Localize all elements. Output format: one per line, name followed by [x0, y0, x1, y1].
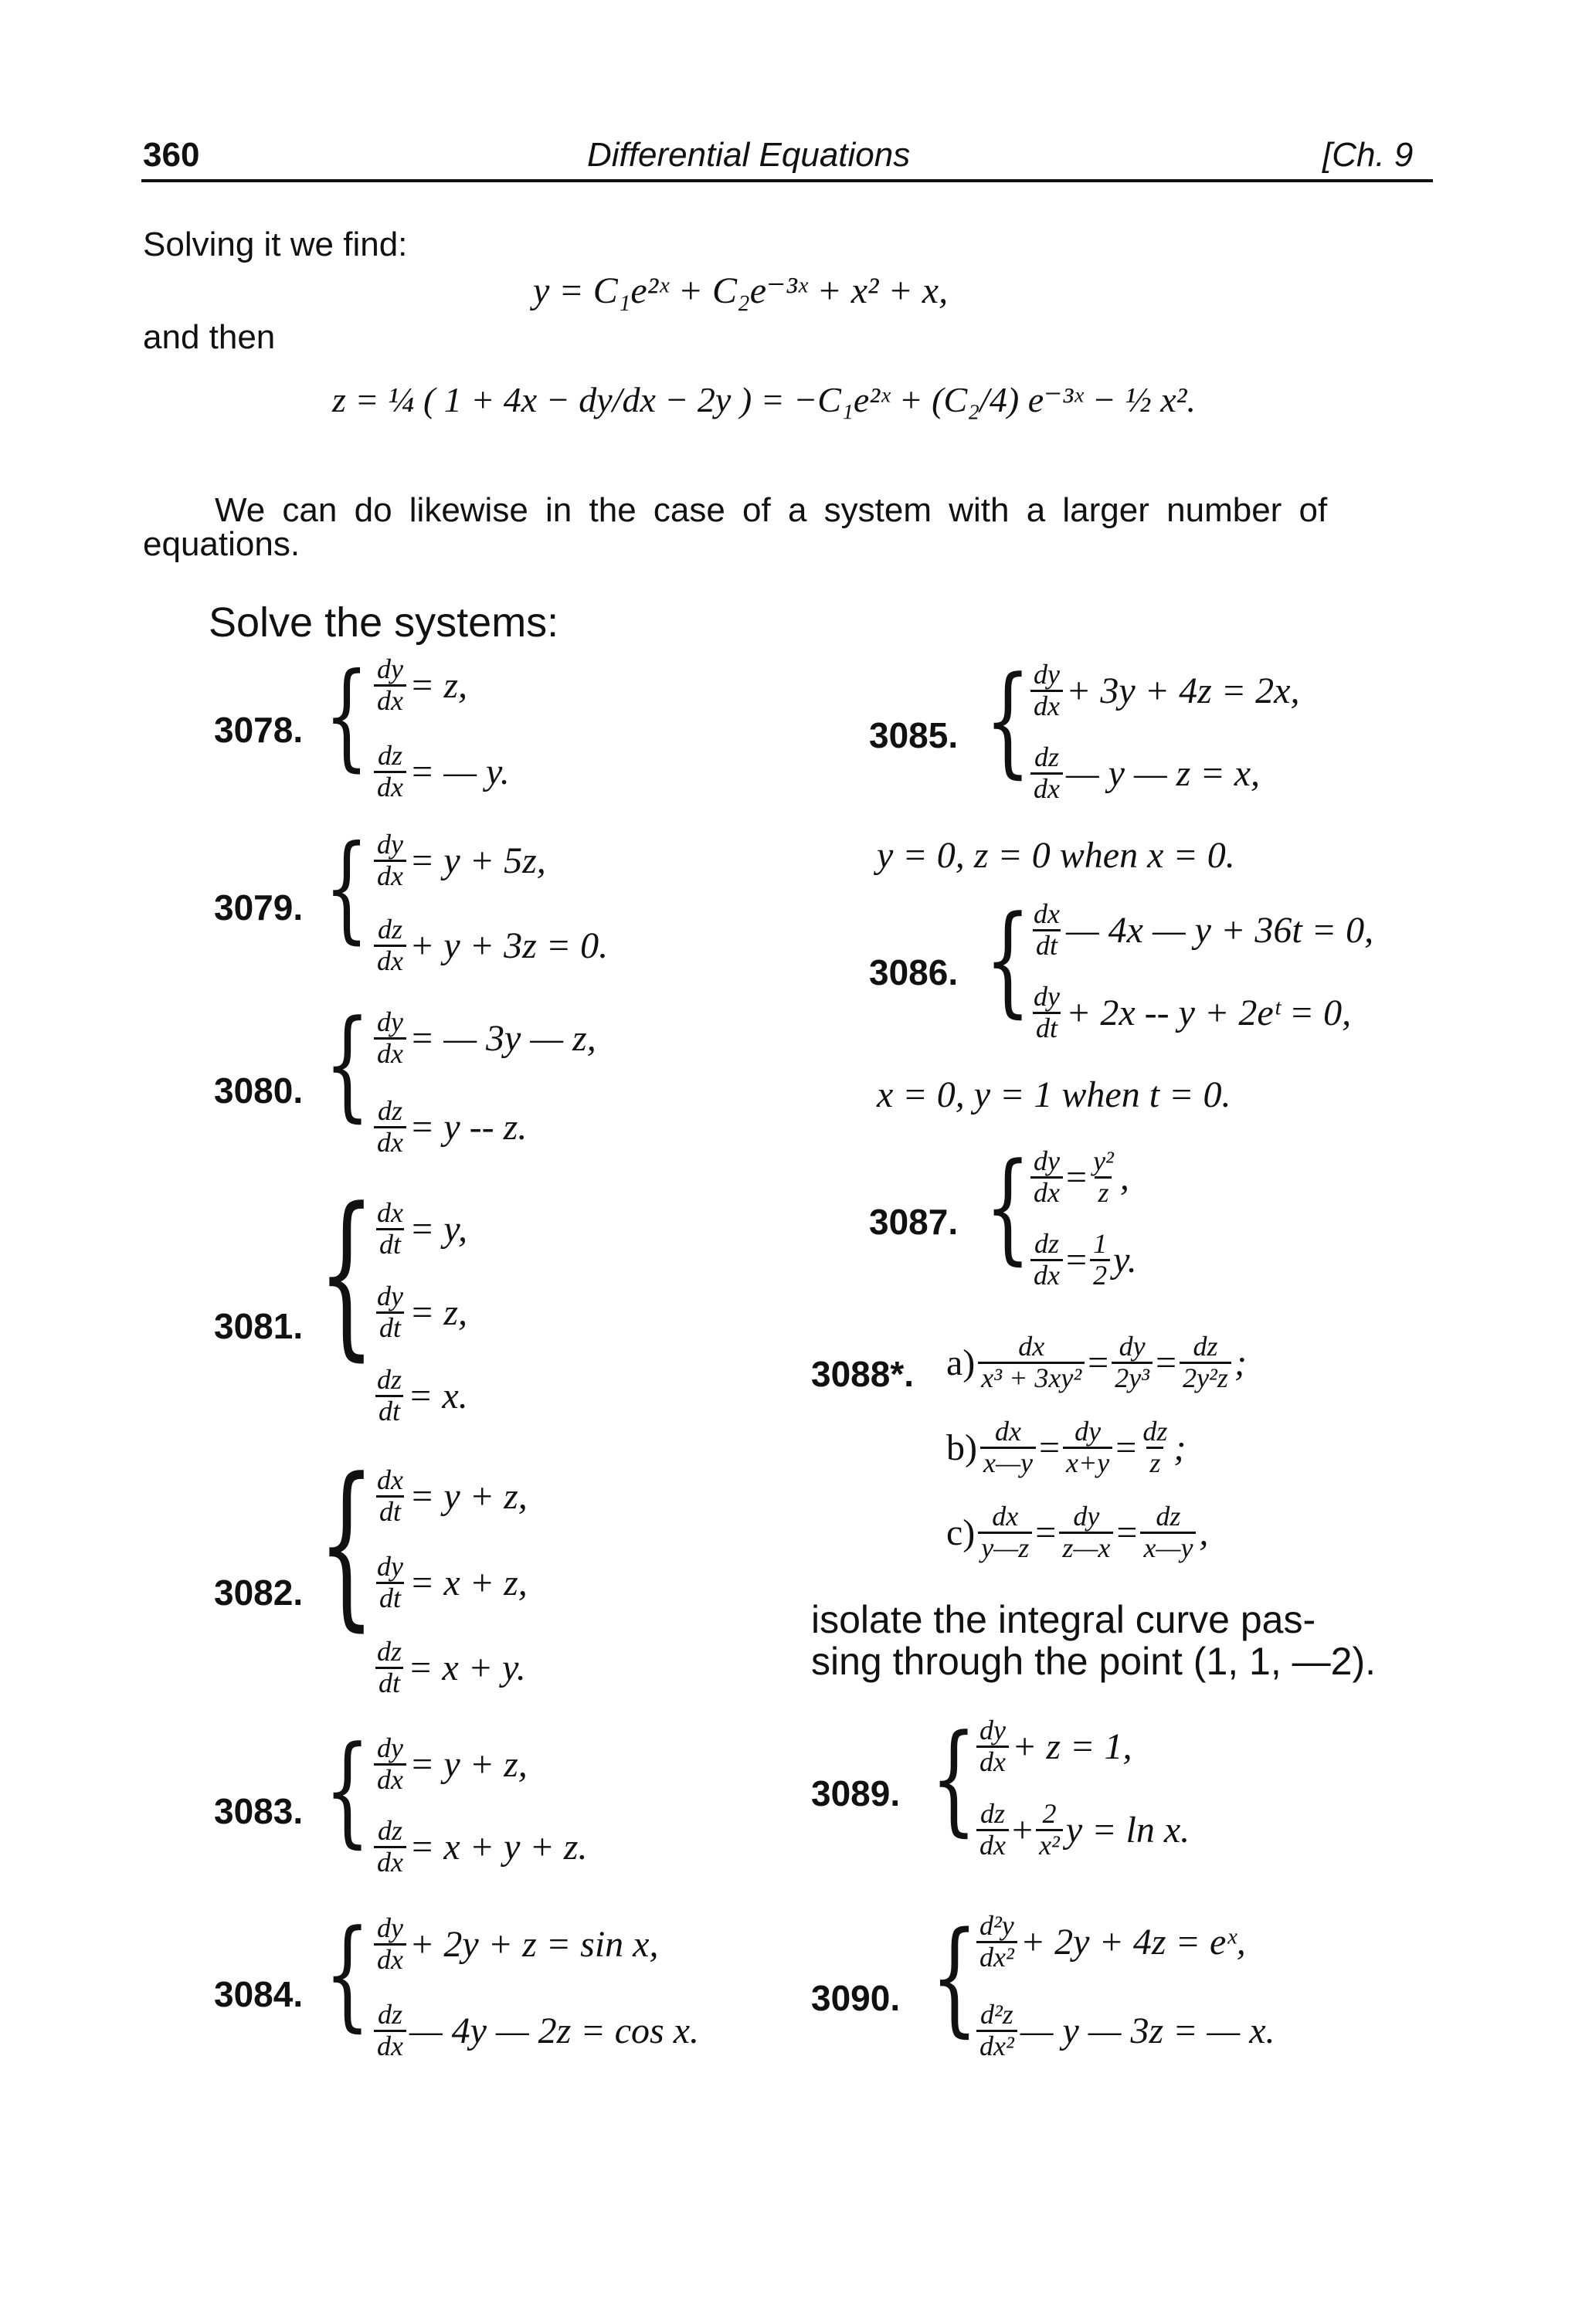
likewise-text-line1: We can do likewise in the case of a system with a larger number of [215, 491, 1328, 529]
problem-number: 3078. [214, 710, 304, 750]
system-equation: $\frac{dz}{dx}$ = x + y + z. [371, 1817, 587, 1878]
initial-condition: x = 0, y = 1 when t = 0. [877, 1074, 1231, 1115]
initial-condition: y = 0, z = 0 when x = 0. [877, 835, 1235, 876]
system-equation: $\frac{dy}{dt}$ = z, [377, 1281, 468, 1343]
system-equation: $\frac{dy}{dx}$ = z, [371, 655, 467, 716]
system-equation: a) $\frac{dx}{\text{x³ + 3xy²}}$ = $\frac{dy}{\text{2y³}}$ = $\frac{dz}{\text{2y²z}}$ ; [946, 1331, 1247, 1393]
system-equation: $\frac{dz}{dx}$ = y -- z. [371, 1097, 527, 1158]
equation-z-solution: z = ¼ ( 1 + 4x − dy/dx − 2y ) = −C₁e²ˣ + (C₂/4) e⁻³ˣ − ½ x². [332, 380, 1196, 419]
problem-number: 3079. [214, 887, 304, 928]
system-equation: c) $\frac{dx}{y—z}$ = $\frac{dy}{z—x}$ = $\frac{dz}{x—y}$ , [946, 1501, 1209, 1563]
system-equation: $\frac{dy}{dx}$ + 2y + z = sin x, [371, 1914, 658, 1975]
system-brace: { [318, 1171, 375, 1377]
likewise-text-line2: equations. [143, 525, 300, 563]
page-number: 360 [143, 136, 200, 174]
system-brace: { [985, 1137, 1031, 1277]
system-equation: $\frac{dy}{dx}$ = $\frac{\text{y²}}{z}$ , [1027, 1147, 1129, 1208]
system-equation: $\frac{dy}{dx}$ + 3y + 4z = 2x, [1027, 660, 1299, 721]
system-equation: $\frac{\text{d²z}}{\text{dx²}}$ — y — 3z = — x. [973, 2000, 1275, 2061]
system-equation: $\frac{dz}{dx}$ + $\frac{2}{\text{x²}}$ y = ln x. [973, 1800, 1190, 1861]
system-brace: { [931, 1708, 977, 1848]
problem-number: 3089. [811, 1773, 901, 1813]
system-equation: $\frac{dx}{dt}$ = y, [377, 1197, 468, 1260]
system-equation: $\frac{dz}{dx}$ — 4y — 2z = cos x. [371, 2000, 699, 2061]
problem-number: 3090. [811, 1978, 901, 2018]
running-title: Differential Equations [587, 136, 911, 174]
problem-number: 3086. [869, 952, 959, 992]
section-title: Solve the systems: [209, 599, 559, 646]
system-equation: $\frac{dz}{dx}$ = — y. [371, 741, 510, 802]
system-equation: $\frac{dz}{dt}$ = x + y. [377, 1636, 526, 1698]
problem-number: 3085. [869, 715, 959, 755]
system-brace: { [318, 1441, 375, 1647]
system-brace: { [324, 1720, 371, 1860]
problem-number: 3087. [869, 1202, 959, 1242]
isolate-text-line2: sing through the point (1, 1, —2). [811, 1640, 1376, 1683]
header-rule [141, 179, 1433, 182]
system-brace: { [324, 1904, 371, 2044]
problem-number: 3081. [214, 1306, 304, 1346]
system-brace: { [985, 650, 1031, 790]
chapter-label: [Ch. 9 [1322, 136, 1414, 174]
system-brace: { [324, 994, 371, 1134]
system-brace: { [324, 649, 369, 783]
system-brace: { [324, 821, 369, 955]
system-equation: $\frac{dx}{dt}$ = y + z, [377, 1464, 528, 1527]
problem-number: 3082. [214, 1573, 304, 1613]
system-equation: $\frac{dy}{dx}$ = y + 5z, [371, 830, 546, 891]
system-equation: $\frac{dy}{dt}$ = x + z, [377, 1551, 528, 1613]
system-equation: $\frac{dy}{dt}$ + 2x -- y + 2eᵗ = 0, [1034, 981, 1352, 1043]
equation-y-solution: y = C₁e²ˣ + C₂e⁻³ˣ + x² + x, [533, 270, 949, 311]
and-then-text: and then [143, 318, 276, 356]
system-brace: { [931, 1905, 979, 2049]
system-brace: { [985, 890, 1031, 1030]
problem-number: 3088*. [811, 1354, 915, 1394]
system-equation: $\frac{dy}{dx}$ + z = 1, [973, 1716, 1132, 1777]
system-equation: $\frac{dz}{dx}$ = $\frac{1}{2}$ y. [1027, 1230, 1137, 1291]
problem-number: 3084. [214, 1974, 304, 2014]
system-equation: $\frac{dz}{dt}$ = x. [377, 1364, 468, 1427]
system-equation: $\frac{dx}{dt}$ — 4x — y + 36t = 0, [1034, 898, 1374, 961]
system-equation: $\frac{dy}{dx}$ = y + z, [371, 1734, 528, 1795]
problem-number: 3083. [214, 1791, 304, 1831]
system-equation: $\frac{dz}{dx}$ + y + 3z = 0. [371, 915, 608, 976]
solving-text: Solving it we find: [143, 226, 408, 263]
isolate-text-line1: isolate the integral curve pas- [811, 1598, 1316, 1641]
system-equation: b) $\frac{dx}{x—y}$ = $\frac{dy}{x+y}$ = $\frac{dz}{z}$ ; [946, 1416, 1186, 1478]
system-equation: $\frac{\text{d²y}}{\text{dx²}}$ + 2y + 4z = eˣ, [973, 1912, 1246, 1973]
system-equation: $\frac{dz}{dx}$ — y — z = x, [1027, 743, 1260, 804]
problem-number: 3080. [214, 1070, 304, 1111]
system-equation: $\frac{dy}{dx}$ = — 3y — z, [371, 1008, 596, 1069]
